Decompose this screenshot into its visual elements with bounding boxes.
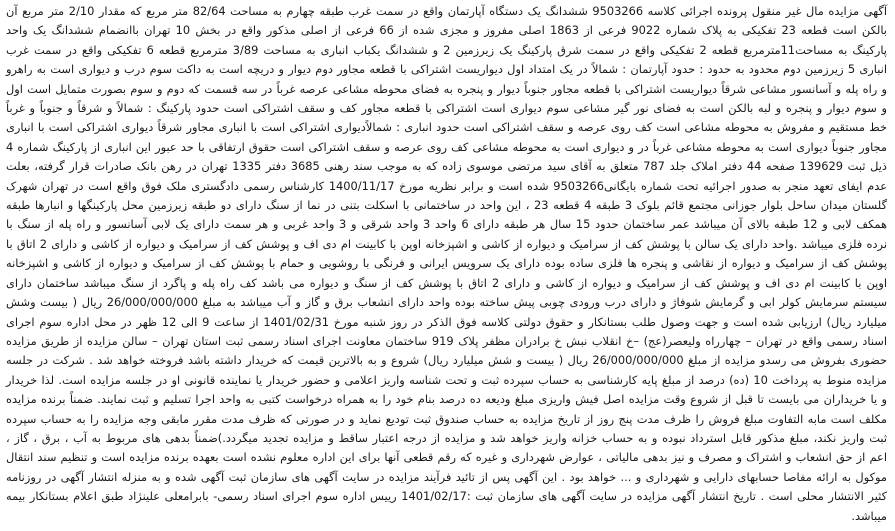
auction-notice-text: آگهی مزایده مال غیر منقول پرونده اجرائی کلاسه 9503266 ششدانگ یک دستگاه آپارتمان واقع در سمت غرب طبقه چهارم به مساحت 82/64 متر مربع که مقدار 2/10 متر مربع آن بالکن است قطعه 23 تفکیکی به پلاک شماره 9022 فرعی از 1863 اصلی مفروز و مجزی شده از 66 فرعی از اصلی مذکور واقع در بخش 10 تهران باانضمام ششدانگ یک واحد پارکینگ به مساحت11مترمربع قطعه 2 تفکیکی واقع در سمت شرق پارکینگ یک زیرزمین 2 و ششدانگ یکباب انباری به مساحت 3/89 مترمربع قطعه 6 تفکیکی واقع در سمت غرب انباری 5 زیرزمین دوم محدود به حدود : حدود آپارتمان : شمالاً در یک امتداد اول دیواریست اشتراکی با قطعه مجاور دوم دیوار و دریچه است به داکت سوم درب و دیواری است به راهرو و راه پله و آسانسور مشاعی شرقاً دیواریست اشتراکی با قطعه مجاور جنوباً دیوار و پنجره به فضای محوطه مشاعی عرصه غرباً در سه قسمت که دوم و سوم بصورت متمایل است اول و سوم دیوار و پنجره و لبه بالکن است به فضای نور گیر مشاعی سوم دیواری است اشتراکی با قطعه مجاور کف و سقف اشتراکی است حدود پارکینگ : شمالاً و شرقاً و جنوباً و غرباً خط مستقیم و مفروش به محوطه مشاعی است کف روی عرصه و سقف اشتراکی است حدود انباری : شمالاًدیواری اشتراکی است با انباری مجاور شرقاً دیواری اشتراکی است با انباری مجاور جنوباً دیواری است به محوطه مشاعی غرباً در و دیواری است به محوطه مشاعی کف روی عرصه و سقف اشتراکی است حقوق ارتفاقی با حد عبور این انباری از پارکینگ شماره 4 ذیل ثبت 139629 صفحه 44 دفتر املاک جلد 787 متعلق به آقای سید مرتضی موسوی زاده که به موجب سند رهنی 3685 دفتر 1335 تهران در رهن بانک صادرات قرار گرفته، بعلت عدم ایفای تعهد منجر به صدور اجرائیه تحت شماره بایگانی9503266 شده است و برابر نظریه مورخ 1400/11/17 کارشناس رسمی دادگستری ملک فوق واقع است در تهران شهرک گلستان میدان ساحل بلوار جوزانی مجتمع قائم بلوک 3 طبقه 4 قطعه 23 ، این واحد در ساختمانی با اسکلت بتنی در نما از سنگ دارای دو طبقه زیرزمین محل پارکینگها و انبارها طبقه همکف لابی و 12 طبقه بالای آن میباشد عمر ساختمان حدود 15 سال هر طبقه دارای 6 واحد 3 واحد شرقی و 3 واحد غربی و هر سمت دارای یک لابی آسانسور و راه پله از سنگ با نرده فلزی میباشد .واحد دارای یک سالن با پوشش کف از سرامیک و دیواره از کاشی و اشپزخانه اوپن با کابینت ام دی اف و پوشش کف از سرامیک و دیواره از کاشی و دارای 2 اتاق با پوشش کف از سرامیک و دیواره از نقاشی و پنجره ها فلزی ساده بوده دارای یک سرویس ایرانی و فرنگی با روشویی و حمام با پوشش کف از سرامیک و دیواره از کاشی و اشپزخانه اوپن با کابینت ام دی اف و پوشش کف از سرامیک و دیواره از کاشی و دارای 2 اتاق با پوشش کف از سنگ و دیواره می باشد کف راه پله و پاگرد از سنگ میباشد ساختمان دارای سیستم سرمایش کولر ابی و گرمایش شوفاژ و دارای درب ورودی چوبی پیش ساخته بوده واحد دارای انشعاب برق و گاز و آب میباشد به مبلغ 26/000/000/000 ریال ( بیست وشش میلیارد ریال) ارزیابی شده است و جهت وصول طلب بستانکار و حقوق دولتی کلاسه فوق الذکر در روز شنبه مورخ 1401/02/31 از ساعت 9 الی 12 ظهر در محل اداره سوم اجرای اسناد رسمی واقع در تهران – چهارراه ولیعصر(عج) –خ انقلاب نبش خ برادران مظفر پلاک 919 ساختمان معاونت اجرای اسناد رسمی ثبت استان تهران – سالن مزایده از طریق مزایده حضوری بفروش می رسدو مزایده از مبلغ 26/000/000/000 ریال ( بیست و شش میلیارد ریال) شروع و به بالاترین قیمت که خریدار داشته باشد فروخته خواهد شد . شرکت در جلسه مزایده منوط به پرداخت 10 (ده) درصد از مبلغ پایه کارشناسی به حساب سپرده ثبت و تحت شناسه واریز اعلامی و حضور خریدار یا نماینده قانونی او در جلسه مزایده است. لذا خریدار و یا خریداران می بایست تا قبل از شروع وقت مزایده اصل فیش واریزی مبلغ ودیعه ده درصد بنام خود را به همراه درخواست کتبی به واحد اجرا تسلیم و ثبت نمایند. ضمناً برنده مزایده مکلف است مابه التفاوت مبلغ فروش را ظرف مدت پنج روز از تاریخ مزایده به حساب صندوق ثبت تودیع نماید و در صورتی که ظرف مدت مقرر مابقی وجه مزایده را به حساب سپرده ثبت واریز نکند، مبلغ مذکور قابل استرداد نبوده و به حساب خزانه واریز خواهد شد و مزایده از درجه اعتبار ساقط و مزایده تجدید میگردد.)ضمناً بدهی های مربوط به آب ، برق ، گاز ، اعم از حق انشعاب و اشتراک و مصرف و نیز بدهی مالیاتی ، عوارض شهرداری و غیره که رقم قطعی آنها برای این اداره معلوم نشده است بعهده برنده مزایده است و تنظیم سند انتقال موکول به ارائه مفاصا حسابهای دارایی و شهرداری و ... خواهد بود . این آگهی پس از تائید فرآیند مزایده در سایت آگهی های سازمان ثبت آگهی شده و به منزله انتشار آگهی در روزنامه کثیر الانتشار محلی است . تاریخ انتشار آگهی مزایده در سایت آگهی های سازمان ثبت :1401/02/17 رییس اداره سوم اجرای اسناد رسمی- بابرامعلی علینژاد طبق اعلام بستانکار بیمه میباشد. — [6, 4, 888, 523]
